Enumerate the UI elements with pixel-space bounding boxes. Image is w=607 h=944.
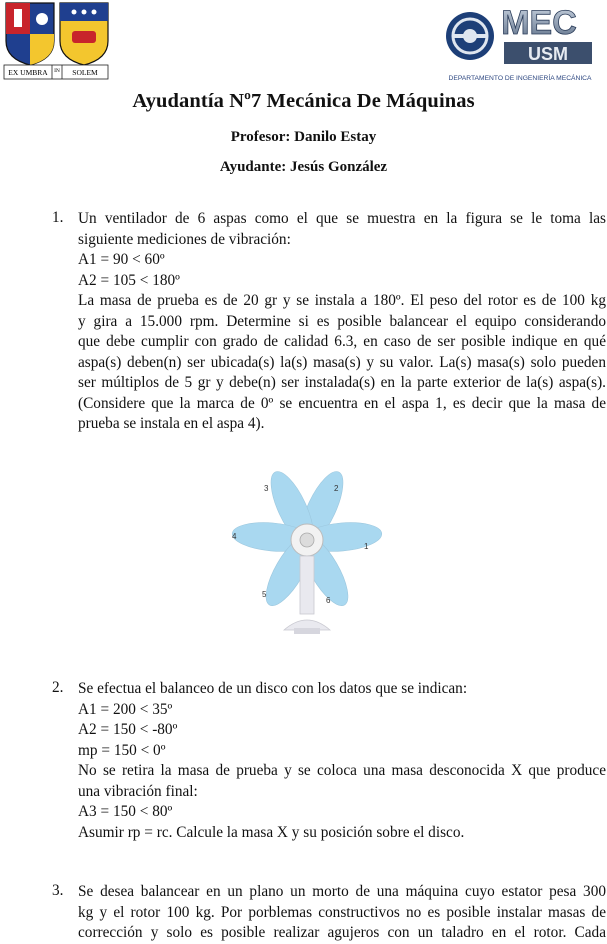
problem-line: una vibración final: bbox=[78, 782, 198, 800]
problem-line: Un ventilador de 6 aspas como el que se muestra en la figura se le toma las bbox=[78, 210, 606, 227]
problem-2-number: 2. bbox=[52, 679, 64, 696]
problem-line: que debe cumplir con grado de calidad 6.3, en caso de ser posible indique en qué bbox=[78, 333, 606, 350]
university-crest-logo bbox=[2, 1, 112, 81]
fan-stand bbox=[300, 556, 314, 614]
problem-line: A2 = 105 < 180º bbox=[78, 271, 180, 289]
department-logo-sub: USM bbox=[528, 44, 568, 64]
blade-label: 5 bbox=[262, 590, 267, 599]
problem-line: mp = 150 < 0º bbox=[78, 741, 166, 759]
problem-line: aspa(s) deben(n) ser ubicada(s) la(s) masa(s) y su valor. La(s) masa(s) solo pueden bbox=[78, 353, 606, 371]
department-logo-dept: DEPARTAMENTO DE INGENIERÍA MECÁNICA bbox=[448, 75, 592, 82]
problem-line: A3 = 150 < 80º bbox=[78, 803, 173, 820]
problem-1-number: 1. bbox=[52, 209, 64, 226]
professor-line: Profesor: Danilo Estay bbox=[230, 129, 377, 145]
problem-line: siguiente mediciones de vibración: bbox=[78, 230, 291, 248]
problem-3-number: 3. bbox=[52, 882, 64, 899]
page-title: Ayudantía Nº7 Mecánica De Máquinas bbox=[132, 90, 475, 112]
problem-line: La masa de prueba es de 20 gr y se instala a 180º. El peso del rotor es de 100 kg bbox=[78, 292, 606, 309]
problem-line: y gira a 15.000 rpm. Determine si es posible balancear el equipo considerando bbox=[78, 312, 606, 330]
problem-line: Asumir rp = rc. Calcule la masa X y su posición sobre el disco. bbox=[78, 823, 465, 841]
problem-line: A1 = 90 < 60º bbox=[78, 251, 165, 268]
assistant-line: Ayudante: Jesús González bbox=[219, 159, 388, 175]
problem-3-text bbox=[78, 882, 606, 944]
problem-line: No se retira la masa de prueba y se coloca una masa desconocida X que produce bbox=[78, 762, 606, 779]
problem-line: A1 = 200 < 35º bbox=[78, 700, 173, 718]
problem-line: prueba se instala en el aspa 4). bbox=[78, 415, 265, 432]
problem-line: A2 = 150 < -80º bbox=[78, 721, 178, 738]
problem-line: Se efectua el balanceo de un disco con los datos que se indican: bbox=[78, 680, 468, 697]
fan-figure bbox=[222, 460, 392, 650]
problem-line: (Considere que la marca de 0º se encuentra en el aspa 1, es decir que la masa de bbox=[78, 394, 606, 412]
problem-line: ser múltiplos de 5 gr y debe(n) ser instalada(s) en la parte exterior de la(s) aspa(s). bbox=[78, 374, 606, 391]
blade-label: 3 bbox=[264, 484, 269, 493]
problem-2-text bbox=[78, 679, 606, 843]
blade-label: 6 bbox=[326, 596, 331, 605]
blade-label: 2 bbox=[334, 484, 339, 493]
blade-label: 1 bbox=[364, 542, 369, 551]
crest-motto-1: EX UMBRA bbox=[8, 68, 48, 77]
crest-motto-2: IN bbox=[54, 68, 60, 74]
blade-label: 4 bbox=[232, 532, 237, 541]
crest-motto-3: SOLEM bbox=[72, 68, 98, 77]
department-logo bbox=[444, 2, 596, 84]
problem-line: Se desea balancear en un plano un morto de una máquina cuyo estator pesa 300 bbox=[78, 883, 606, 900]
problem-line: kg y el rotor 100 kg. Por porblemas constructivos no es posible instalar masas de bbox=[78, 903, 606, 921]
problem-line: corrección y solo es posible realizar agujeros con un taladro en el rotor. Cada bbox=[78, 924, 606, 941]
problem-1-text bbox=[78, 209, 606, 435]
department-logo-name: MEC bbox=[501, 4, 577, 42]
